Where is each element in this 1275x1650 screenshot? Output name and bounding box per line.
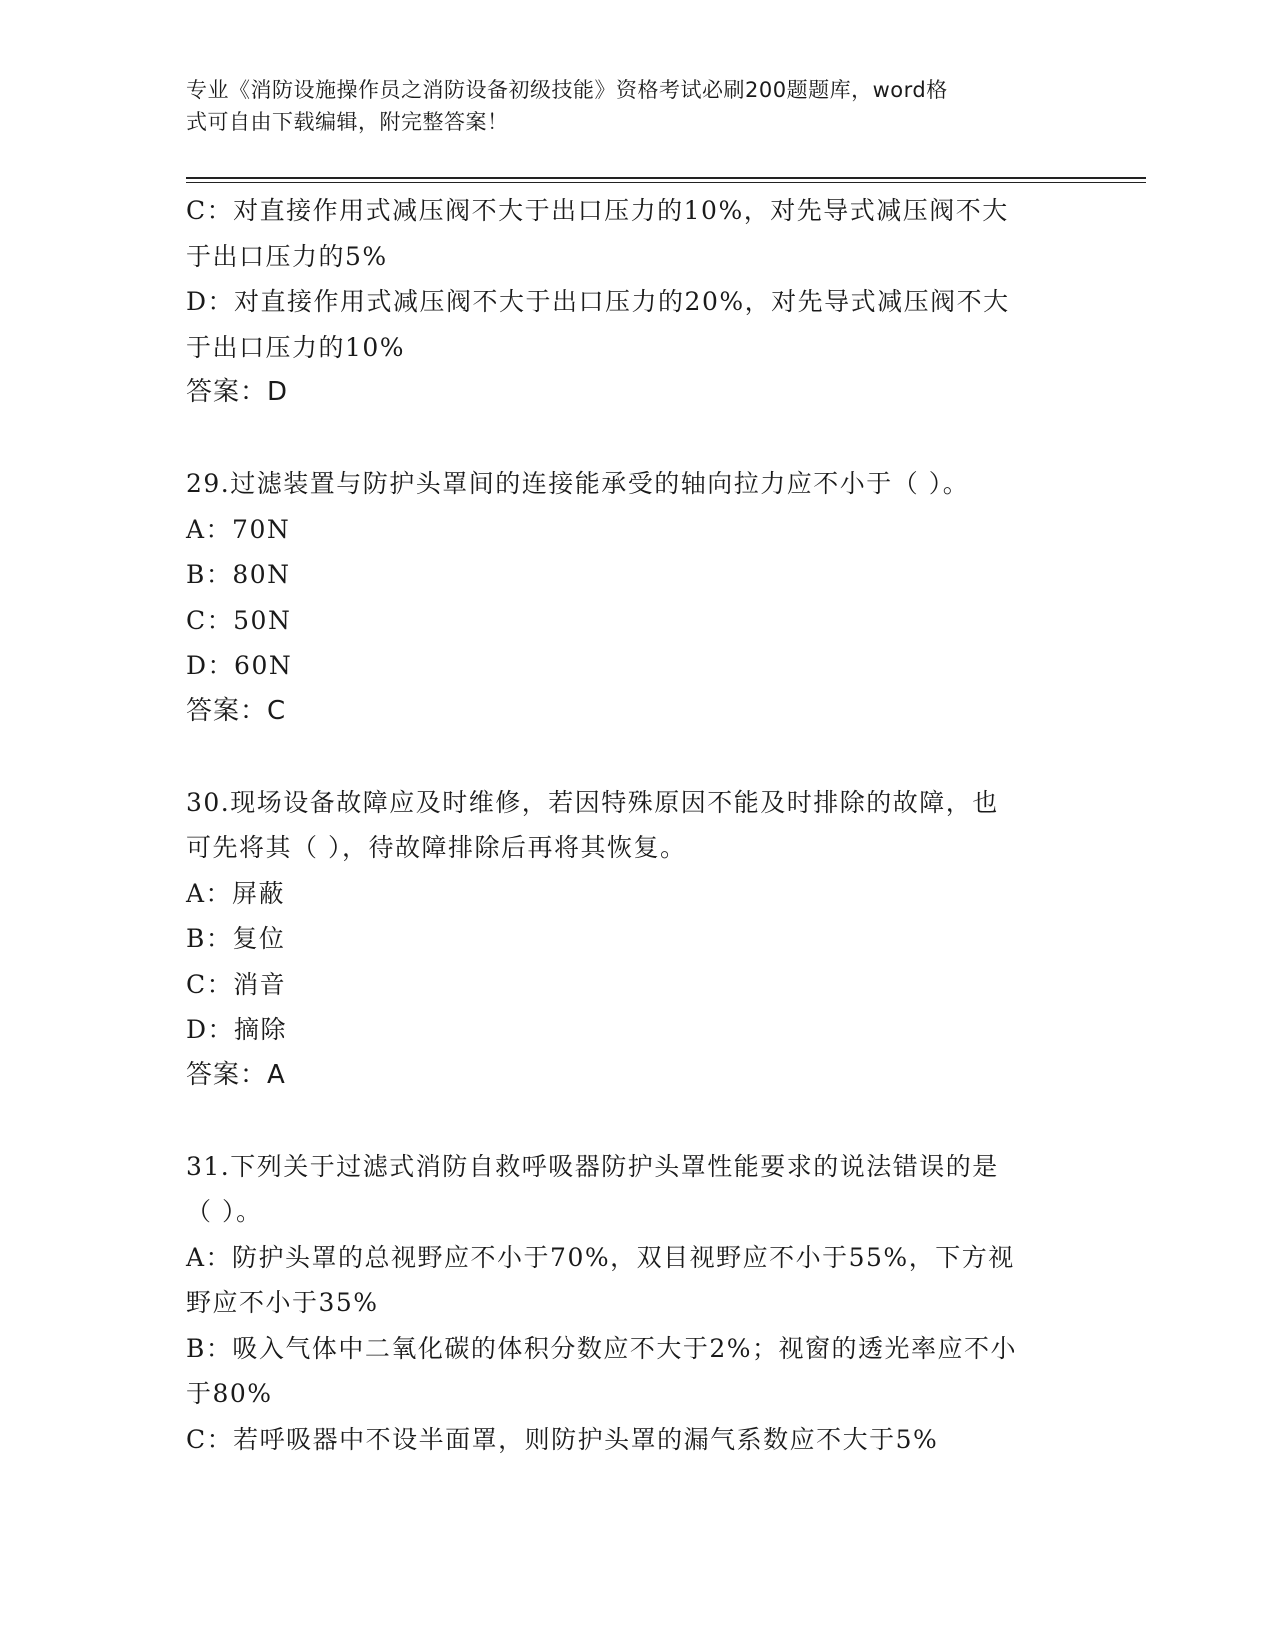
question-text: 29.过滤装置与防护头罩间的连接能承受的轴向拉力应不小于（ ）。 [186,469,970,498]
option-c: C：若呼吸器中不设半面罩，则防护头罩的漏气系数应不大于5% [186,1424,939,1454]
question-28-continued [186,188,1086,416]
spacer [186,734,1086,780]
question-text-line-1: 31.下列关于过滤式消防自救呼吸器防护头罩性能要求的说法错误的是 [186,1151,999,1181]
option-b: B：80N [186,560,291,589]
option-b: B：复位 [186,924,286,953]
header-divider-thin [186,182,1146,183]
spacer [186,1098,1086,1144]
question-31 [186,1144,1086,1463]
header-line-1: 专业《消防设施操作员之消防设备初级技能》资格考试必刷200题题库，word格 [186,78,948,102]
option-a: A：70N [186,514,291,544]
option-a: A：屏蔽 [186,878,286,908]
document-body [186,188,1086,1462]
question-text-line-2: （ ）。 [186,1197,263,1226]
question-text-line-2: 可先将其（ ），待故障排除后再将其恢复。 [186,833,687,862]
option-d-line-2: 于出口压力的10% [186,332,406,362]
question-text-line-1: 30.现场设备故障应及时维修，若因特殊原因不能及时排除的故障，也 [186,787,999,817]
option-c: C：50N [186,605,292,635]
option-d-line-1: D：对直接作用式减压阀不大于出口压力的20%，对先导式减压阀不大 [186,287,1010,316]
spacer [186,416,1086,462]
option-c: C：消音 [186,969,287,999]
question-29 [186,461,1086,734]
answer-line: 答案：D [186,377,289,407]
answer-line: 答案：A [186,1059,286,1090]
option-c-line-1: C：对直接作用式减压阀不大于出口压力的10%，对先导式减压阀不大 [186,196,1009,225]
question-30 [186,780,1086,1099]
option-a-line-1: A：防护头罩的总视野应不小于70%，双目视野应不小于55%，下方视 [186,1242,1015,1272]
page-header [186,74,1076,138]
option-d: D：60N [186,651,293,680]
option-b-line-1: B：吸入气体中二氧化碳的体积分数应不大于2%；视窗的透光率应不小 [186,1333,1018,1363]
option-c-line-2: 于出口压力的5% [186,241,388,271]
header-divider-thick [186,177,1146,179]
header-line-2: 式可自由下载编辑，附完整答案！ [186,110,509,134]
answer-line: 答案：C [186,695,287,726]
option-a-line-2: 野应不小于35% [186,1288,379,1317]
option-b-line-2: 于80% [186,1379,273,1408]
option-d: D：摘除 [186,1015,288,1044]
